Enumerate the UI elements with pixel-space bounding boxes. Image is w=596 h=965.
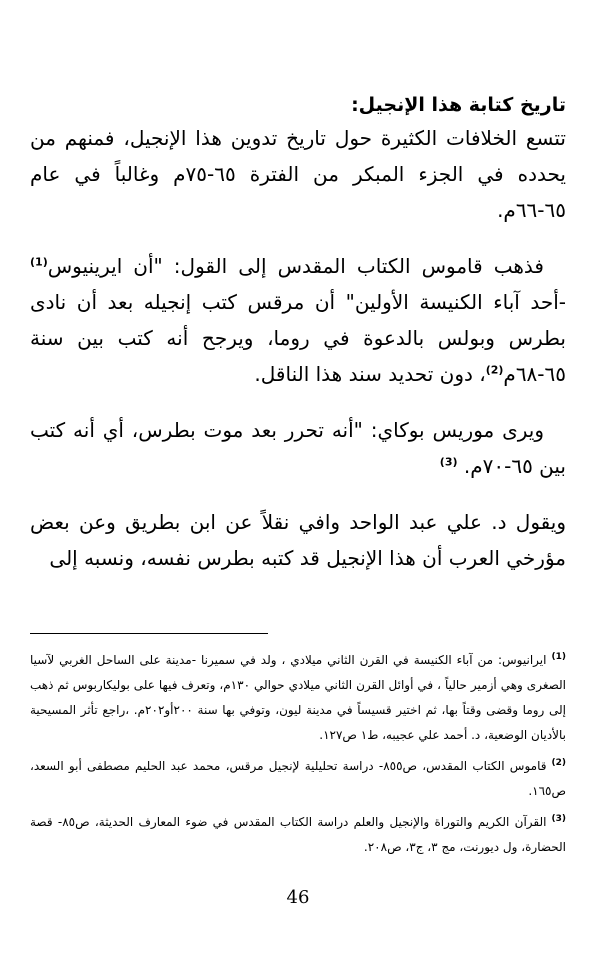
footnote-number: (1) xyxy=(551,652,566,662)
paragraph-3-text: ويرى موريس بوكاي: "أنه تحرر بعد موت بطرس، أي أنه كتب بين ٦٥-٧٠م. xyxy=(30,418,566,478)
footnote-text: القرآن الكريم والتوراة والإنجيل والعلم دراسة الكتاب المقدس في ضوء المعارف الحديثة، ص٨٥- قصة الحضارة، ول ديورنت، مج ٣، ج٣، ص٢٠٨. xyxy=(30,815,566,854)
footnotes xyxy=(30,645,566,863)
footnote-number: (2) xyxy=(551,758,566,768)
paragraph-1: تتسع الخلافات الكثيرة حول تاريخ تدوين هذا الإنجيل، فمنهم من يحدده في الجزء المبكر من الفترة ٦٥-٧٥م وغالباً في عام ٦٥-٦٦م. xyxy=(30,126,566,222)
footnote-ref-2: (2) xyxy=(485,363,504,377)
spacer xyxy=(30,392,566,412)
footnote-separator xyxy=(30,633,268,634)
paragraph-2-text-c: ، دون تحديد سند هذا الناقل. xyxy=(254,362,486,386)
footnote-3 xyxy=(30,807,566,860)
footnote-2 xyxy=(30,751,566,804)
page-body xyxy=(30,90,566,950)
paragraph-2 xyxy=(30,248,566,392)
footnote-1 xyxy=(30,645,566,748)
paragraph-2-text-b: -أحد آباء الكنيسة الأولين" أن مرقس كتب إنجيله بعد أن نادى بطرس وبولس بالدعوة في روما، ويرجح أنه كتب بين سنة ٦٥-٦٨م xyxy=(30,290,566,386)
paragraph-2-text-a: فذهب قاموس الكتاب المقدس إلى القول: "أن ايرينيوس xyxy=(47,254,544,278)
footnote-number: (3) xyxy=(551,814,566,824)
footnote-ref-1: (1) xyxy=(30,255,48,269)
spacer xyxy=(30,228,566,248)
section-heading: تاريخ كتابة هذا الإنجيل: xyxy=(351,94,566,116)
footnote-ref-3: (3) xyxy=(439,455,458,469)
page-number: 46 xyxy=(286,887,310,908)
spacer xyxy=(30,484,566,504)
footnote-text: ايرانيوس: من آباء الكنيسة في القرن الثاني ميلادي ، ولد في سميرنا -مدينة على الساحل الغربي لآسيا الصغرى وهي أزمير حالياً ، في أوائل القرن الثاني ميلادي حوالي ١٣٠م، وتعرف فيها على بوليكاربوس ثم ذهب إلى روما وقضى وقتاً بها، ثم اختير قسيساً في مدينة ليون، وتوفي بها سنة ٢٠٠أو٢٠٢م. ،راجع تأثر المسيحية بالأديان الوضعية، د. أحمد علي عجيبه، ط١ ص١٢٧. xyxy=(30,653,567,742)
footnote-text: قاموس الكتاب المقدس، ص٨٥٥- دراسة تحليلية لإنجيل مرقس، محمد عبد الحليم مصطفى أبو السعد، ص١٦٥. xyxy=(30,759,566,798)
paragraph-3 xyxy=(30,412,566,484)
paragraph-4: ويقول د. علي عبد الواحد وافي نقلاً عن ابن بطريق وعن بعض مؤرخي العرب أن هذا الإنجيل قد كتبه بطرس نفسه، ونسبه إلى xyxy=(30,510,566,570)
